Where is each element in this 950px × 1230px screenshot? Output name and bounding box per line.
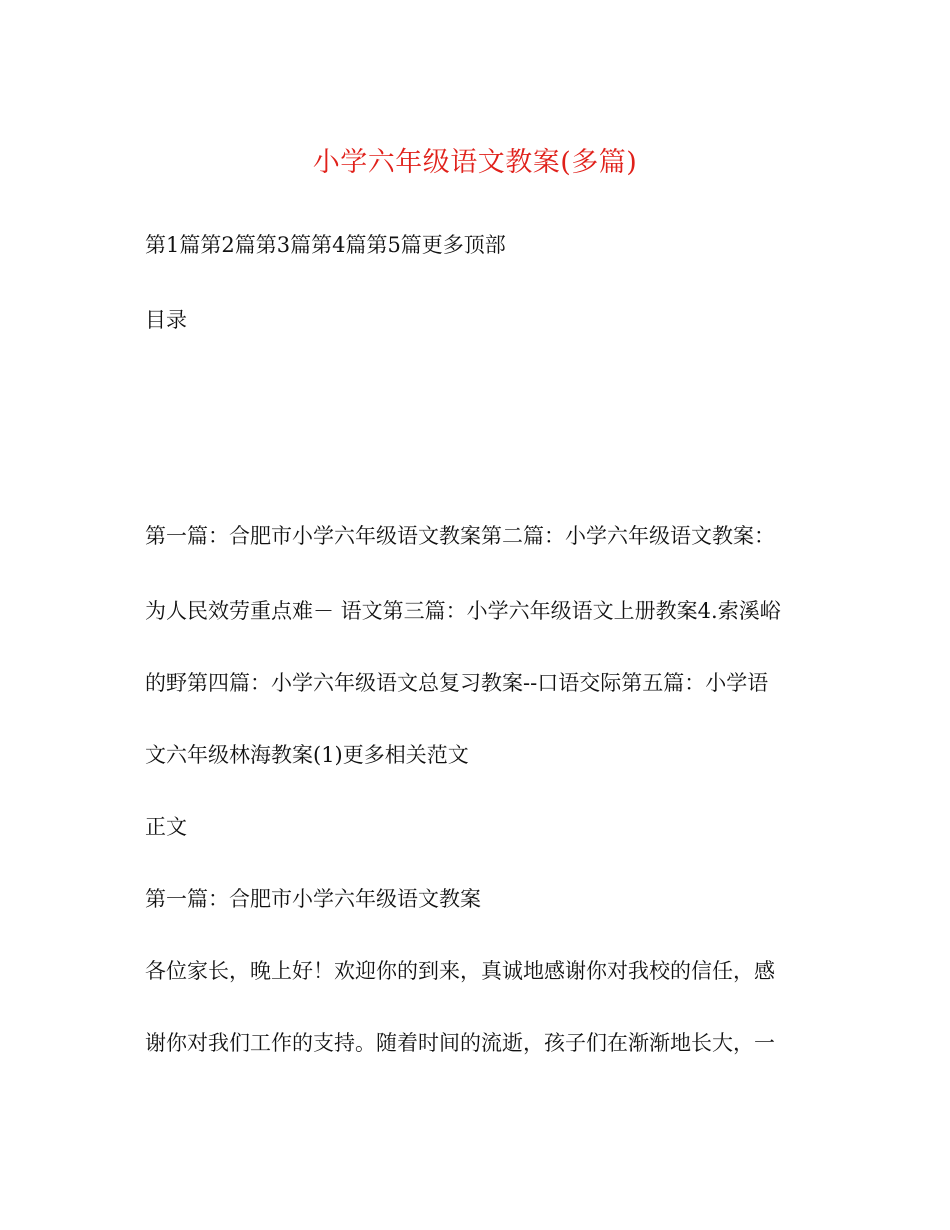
- toc-line-4: 文六年级林海教案(1)更多相关范文: [145, 743, 469, 767]
- nav-links-line[interactable]: 第1篇第2篇第3篇第4篇第5篇更多顶部: [145, 233, 506, 257]
- toc-heading: 目录: [145, 308, 187, 332]
- body-line-1: 各位家长，晚上好！欢迎你的到来，真诚地感谢你对我校的信任，感: [145, 959, 775, 983]
- section-heading: 第一篇：合肥市小学六年级语文教案: [145, 887, 481, 911]
- toc-line-1: 第一篇：合肥市小学六年级语文教案第二篇：小学六年级语文教案：: [145, 524, 775, 548]
- document-title: 小学六年级语文教案(多篇): [312, 147, 638, 178]
- toc-line-3: 的野第四篇：小学六年级语文总复习教案--口语交际第五篇：小学语: [145, 671, 769, 695]
- body-heading: 正文: [145, 815, 187, 839]
- toc-line-2: 为人民效劳重点难－ 语文第三篇：小学六年级语文上册教案4.索溪峪: [145, 599, 781, 623]
- body-line-2: 谢你对我们工作的支持。随着时间的流逝，孩子们在渐渐地长大，一: [145, 1031, 775, 1055]
